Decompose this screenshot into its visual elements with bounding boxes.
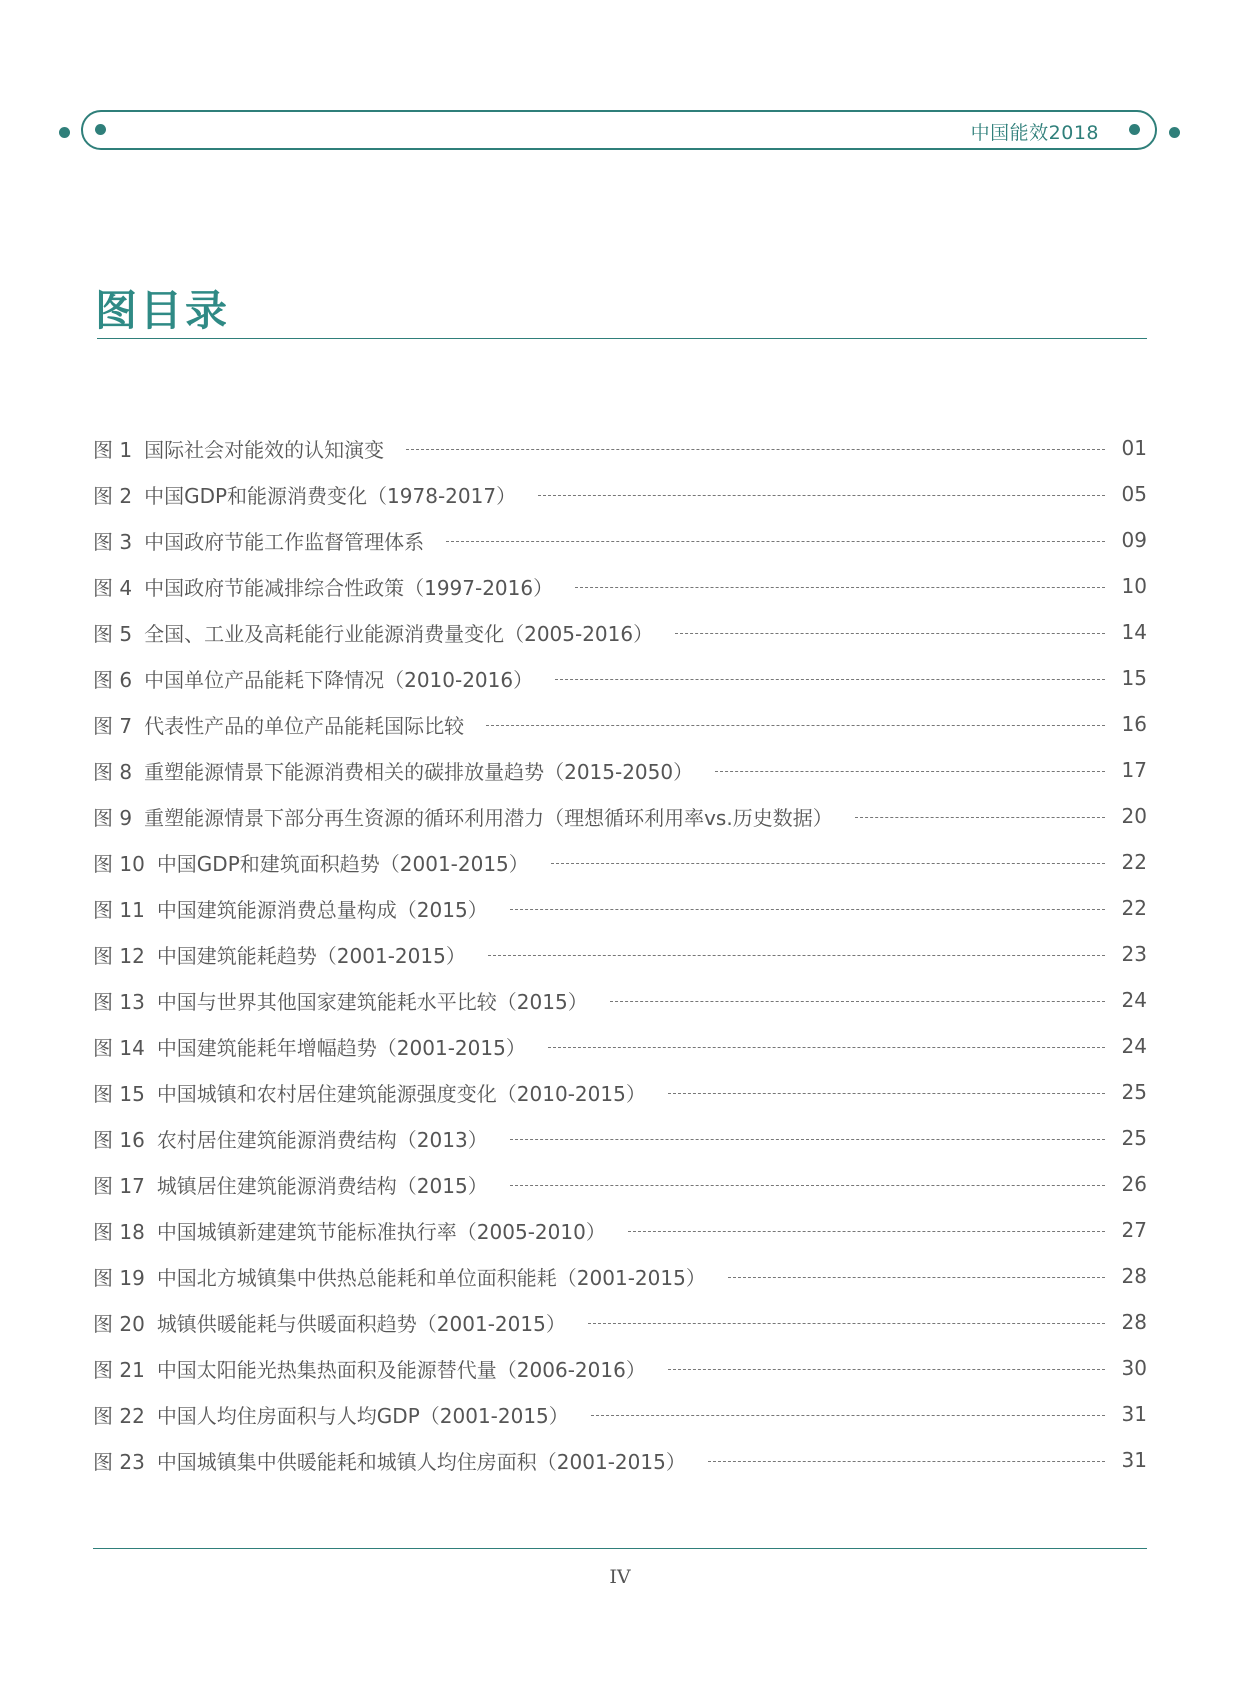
figure-list bbox=[93, 425, 1147, 1483]
toc-leader-dots bbox=[406, 449, 1105, 450]
header-right-dot bbox=[1169, 127, 1180, 138]
toc-entry[interactable] bbox=[93, 747, 1147, 793]
toc-entry[interactable] bbox=[93, 1161, 1147, 1207]
toc-entry-page: 31 bbox=[1121, 1448, 1147, 1472]
toc-entry[interactable] bbox=[93, 793, 1147, 839]
toc-entry-title: 代表性产品的单位产品能耗国际比较 bbox=[144, 713, 465, 738]
title-divider bbox=[97, 338, 1147, 339]
toc-entry-title: 中国城镇新建建筑节能标准执行率（2005-2010） bbox=[156, 1219, 606, 1244]
toc-entry-number: 图 15 bbox=[93, 1081, 145, 1106]
toc-leader-dots bbox=[588, 1323, 1105, 1324]
toc-entry-number: 图 8 bbox=[93, 759, 133, 784]
toc-entry[interactable] bbox=[93, 1391, 1147, 1437]
toc-entry[interactable] bbox=[93, 1253, 1147, 1299]
toc-entry-page: 09 bbox=[1121, 528, 1147, 552]
toc-leader-dots bbox=[628, 1231, 1105, 1232]
toc-leader-dots bbox=[510, 1185, 1105, 1186]
toc-entry-title: 国际社会对能效的认知演变 bbox=[144, 437, 385, 462]
toc-entry-number: 图 11 bbox=[93, 897, 145, 922]
toc-leader-dots bbox=[675, 633, 1105, 634]
toc-entry-number: 图 3 bbox=[93, 529, 133, 554]
toc-entry-number: 图 20 bbox=[93, 1311, 145, 1336]
toc-entry-page: 25 bbox=[1121, 1080, 1147, 1104]
toc-entry[interactable] bbox=[93, 839, 1147, 885]
toc-entry-title: 中国建筑能源消费总量构成（2015） bbox=[156, 897, 488, 922]
toc-entry-title: 中国北方城镇集中供热总能耗和单位面积能耗（2001-2015） bbox=[156, 1265, 706, 1290]
toc-entry-page: 17 bbox=[1121, 758, 1147, 782]
toc-entry-title: 中国建筑能耗趋势（2001-2015） bbox=[156, 943, 466, 968]
toc-leader-dots bbox=[486, 725, 1105, 726]
footer-divider bbox=[93, 1548, 1147, 1549]
toc-entry-number: 图 18 bbox=[93, 1219, 145, 1244]
toc-entry-page: 22 bbox=[1121, 850, 1147, 874]
toc-entry-title: 中国城镇和农村居住建筑能源强度变化（2010-2015） bbox=[156, 1081, 646, 1106]
toc-leader-dots bbox=[708, 1461, 1105, 1462]
toc-leader-dots bbox=[488, 955, 1105, 956]
toc-entry[interactable] bbox=[93, 931, 1147, 977]
header-title: 中国能效2018 bbox=[970, 122, 1099, 144]
toc-entry[interactable] bbox=[93, 1345, 1147, 1391]
page-title: 图目录 bbox=[95, 286, 231, 335]
toc-entry-title: 中国建筑能耗年增幅趋势（2001-2015） bbox=[156, 1035, 526, 1060]
toc-leader-dots bbox=[728, 1277, 1105, 1278]
toc-entry-title: 中国单位产品能耗下降情况（2010-2016） bbox=[144, 667, 534, 692]
toc-entry-title: 重塑能源情景下部分再生资源的循环利用潜力（理想循环利用率vs.历史数据） bbox=[144, 805, 833, 830]
toc-entry-title: 中国GDP和能源消费变化（1978-2017） bbox=[144, 483, 517, 508]
toc-entry-page: 24 bbox=[1121, 1034, 1147, 1058]
toc-entry[interactable] bbox=[93, 517, 1147, 563]
toc-entry-page: 28 bbox=[1121, 1264, 1147, 1288]
toc-entry-page: 27 bbox=[1121, 1218, 1147, 1242]
footer-page-number: IV bbox=[609, 1566, 631, 1588]
toc-entry-page: 28 bbox=[1121, 1310, 1147, 1334]
toc-entry-page: 25 bbox=[1121, 1126, 1147, 1150]
toc-entry-page: 15 bbox=[1121, 666, 1147, 690]
toc-leader-dots bbox=[591, 1415, 1105, 1416]
toc-leader-dots bbox=[715, 771, 1105, 772]
toc-entry[interactable] bbox=[93, 1299, 1147, 1345]
toc-entry-title: 城镇供暖能耗与供暖面积趋势（2001-2015） bbox=[156, 1311, 566, 1336]
toc-entry-page: 26 bbox=[1121, 1172, 1147, 1196]
toc-entry-title: 中国政府节能减排综合性政策（1997-2016） bbox=[144, 575, 554, 600]
toc-entry[interactable] bbox=[93, 655, 1147, 701]
toc-entry-title: 中国与世界其他国家建筑能耗水平比较（2015） bbox=[156, 989, 588, 1014]
toc-leader-dots bbox=[555, 679, 1105, 680]
toc-leader-dots bbox=[668, 1369, 1105, 1370]
toc-entry-number: 图 10 bbox=[93, 851, 145, 876]
toc-leader-dots bbox=[510, 1139, 1105, 1140]
toc-entry-number: 图 22 bbox=[93, 1403, 145, 1428]
toc-entry[interactable] bbox=[93, 885, 1147, 931]
toc-entry-number: 图 2 bbox=[93, 483, 133, 508]
toc-leader-dots bbox=[510, 909, 1105, 910]
toc-entry-number: 图 12 bbox=[93, 943, 145, 968]
toc-entry-number: 图 6 bbox=[93, 667, 133, 692]
toc-entry-title: 重塑能源情景下能源消费相关的碳排放量趋势（2015-2050） bbox=[144, 759, 694, 784]
header-banner bbox=[81, 110, 1157, 150]
toc-leader-dots bbox=[538, 495, 1105, 496]
toc-entry-number: 图 17 bbox=[93, 1173, 145, 1198]
toc-leader-dots bbox=[855, 817, 1105, 818]
header-inner-left-dot bbox=[95, 124, 106, 135]
toc-entry-number: 图 1 bbox=[93, 437, 133, 462]
toc-entry-number: 图 23 bbox=[93, 1449, 145, 1474]
toc-entry-title: 全国、工业及高耗能行业能源消费量变化（2005-2016） bbox=[144, 621, 654, 646]
toc-leader-dots bbox=[668, 1093, 1105, 1094]
toc-entry-page: 16 bbox=[1121, 712, 1147, 736]
toc-entry-number: 图 16 bbox=[93, 1127, 145, 1152]
toc-entry-title: 中国政府节能工作监督管理体系 bbox=[144, 529, 425, 554]
toc-entry-number: 图 21 bbox=[93, 1357, 145, 1382]
toc-entry-page: 22 bbox=[1121, 896, 1147, 920]
toc-entry-number: 图 7 bbox=[93, 713, 133, 738]
toc-entry[interactable] bbox=[93, 1069, 1147, 1115]
toc-entry-page: 20 bbox=[1121, 804, 1147, 828]
toc-entry-title: 中国太阳能光热集热面积及能源替代量（2006-2016） bbox=[156, 1357, 646, 1382]
toc-entry[interactable] bbox=[93, 609, 1147, 655]
toc-leader-dots bbox=[551, 863, 1105, 864]
toc-entry[interactable] bbox=[93, 471, 1147, 517]
toc-entry-page: 30 bbox=[1121, 1356, 1147, 1380]
toc-leader-dots bbox=[446, 541, 1105, 542]
toc-entry[interactable] bbox=[93, 1023, 1147, 1069]
toc-entry[interactable] bbox=[93, 701, 1147, 747]
toc-entry[interactable] bbox=[93, 1437, 1147, 1483]
toc-entry[interactable] bbox=[93, 1115, 1147, 1161]
toc-entry-page: 23 bbox=[1121, 942, 1147, 966]
toc-entry[interactable] bbox=[93, 977, 1147, 1023]
toc-leader-dots bbox=[610, 1001, 1105, 1002]
toc-leader-dots bbox=[575, 587, 1105, 588]
toc-entry-number: 图 4 bbox=[93, 575, 133, 600]
toc-entry-page: 24 bbox=[1121, 988, 1147, 1012]
toc-leader-dots bbox=[548, 1047, 1105, 1048]
toc-entry-page: 14 bbox=[1121, 620, 1147, 644]
toc-entry-page: 10 bbox=[1121, 574, 1147, 598]
toc-entry-number: 图 14 bbox=[93, 1035, 145, 1060]
toc-entry[interactable] bbox=[93, 563, 1147, 609]
toc-entry-number: 图 9 bbox=[93, 805, 133, 830]
toc-entry-number: 图 13 bbox=[93, 989, 145, 1014]
toc-entry-page: 31 bbox=[1121, 1402, 1147, 1426]
toc-entry-title: 中国人均住房面积与人均GDP（2001-2015） bbox=[156, 1403, 569, 1428]
toc-entry-page: 01 bbox=[1121, 436, 1147, 460]
toc-entry-number: 图 5 bbox=[93, 621, 133, 646]
toc-entry-page: 05 bbox=[1121, 482, 1147, 506]
toc-entry-number: 图 19 bbox=[93, 1265, 145, 1290]
header-left-dot bbox=[59, 127, 70, 138]
toc-entry-title: 农村居住建筑能源消费结构（2013） bbox=[156, 1127, 488, 1152]
toc-entry-title: 中国GDP和建筑面积趋势（2001-2015） bbox=[156, 851, 529, 876]
header-inner-right-dot bbox=[1129, 124, 1140, 135]
toc-entry[interactable] bbox=[93, 1207, 1147, 1253]
toc-entry-title: 城镇居住建筑能源消费结构（2015） bbox=[156, 1173, 488, 1198]
toc-entry[interactable] bbox=[93, 425, 1147, 471]
toc-entry-title: 中国城镇集中供暖能耗和城镇人均住房面积（2001-2015） bbox=[156, 1449, 686, 1474]
